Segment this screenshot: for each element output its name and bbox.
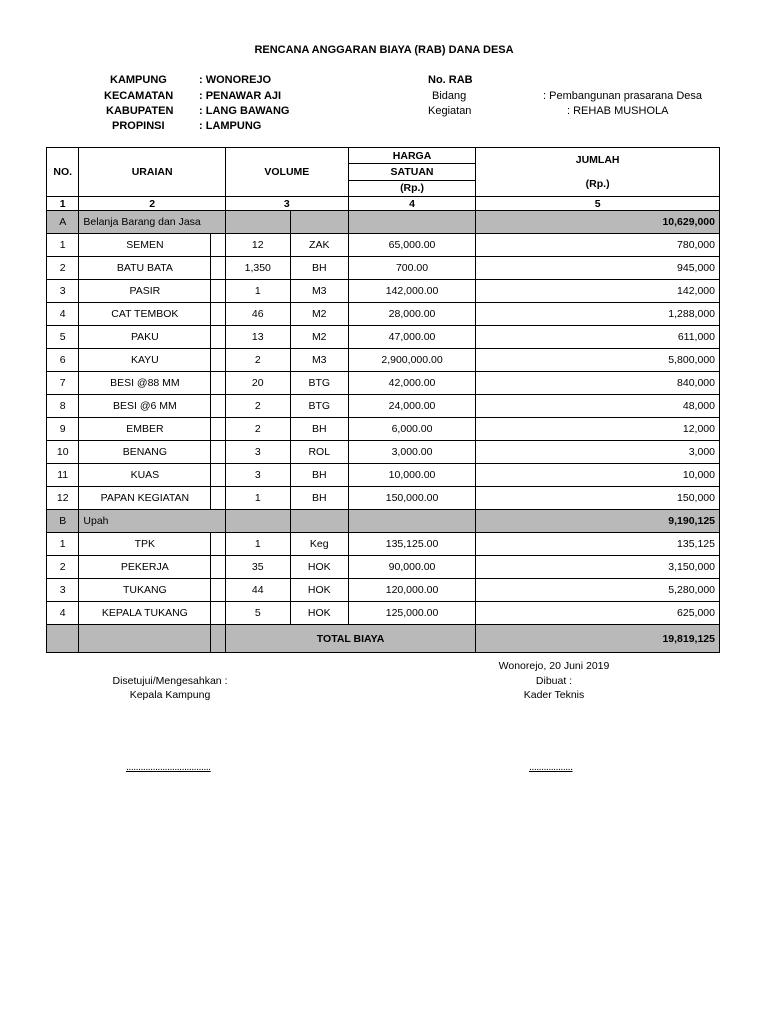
- table-row: [47, 487, 720, 510]
- item-unit-price: 42,000.00: [348, 372, 475, 395]
- propinsi-label: PROPINSI: [112, 120, 165, 132]
- empty-cell: [290, 510, 348, 533]
- item-amount: 48,000: [476, 395, 720, 418]
- item-unit: Keg: [290, 533, 348, 556]
- item-number: 3: [47, 280, 79, 303]
- table-row: [47, 280, 720, 303]
- item-description: BESI @6 MM: [79, 395, 211, 418]
- table-row: [47, 602, 720, 625]
- item-unit: BTG: [290, 372, 348, 395]
- item-unit-price: 28,000.00: [348, 303, 475, 326]
- empty-cell: [79, 625, 211, 653]
- item-description: KAYU: [79, 349, 211, 372]
- empty-cell: [211, 280, 226, 303]
- item-volume: 1,350: [225, 257, 290, 280]
- header-volume: VOLUME: [225, 148, 348, 197]
- item-description: SEMEN: [79, 234, 211, 257]
- item-number: 1: [47, 234, 79, 257]
- empty-cell: [211, 533, 226, 556]
- item-number: 7: [47, 372, 79, 395]
- table-row: [47, 372, 720, 395]
- item-amount: 945,000: [476, 257, 720, 280]
- table-row: [47, 326, 720, 349]
- colnum-3: 3: [225, 197, 348, 211]
- header-uraian: URAIAN: [79, 148, 225, 197]
- column-number-row: [47, 197, 720, 211]
- item-description: PAPAN KEGIATAN: [79, 487, 211, 510]
- item-description: BESI @88 MM: [79, 372, 211, 395]
- item-unit: HOK: [290, 602, 348, 625]
- table-row: [47, 349, 720, 372]
- colnum-1: 1: [47, 197, 79, 211]
- item-unit: M3: [290, 280, 348, 303]
- kecamatan-label: KECAMATAN: [104, 90, 174, 102]
- item-amount: 5,280,000: [476, 579, 720, 602]
- empty-cell: [211, 303, 226, 326]
- section-row: [47, 510, 720, 533]
- table-row: [47, 303, 720, 326]
- total-label: TOTAL BIAYA: [225, 625, 475, 653]
- item-volume: 5: [225, 602, 290, 625]
- section-label: Belanja Barang dan Jasa: [79, 211, 225, 234]
- creator-title: Kader Teknis: [523, 689, 585, 701]
- header-jumlah: [476, 148, 720, 197]
- item-volume: 3: [225, 464, 290, 487]
- rab-table: [46, 147, 720, 653]
- item-description: TUKANG: [79, 579, 211, 602]
- item-amount: 840,000: [476, 372, 720, 395]
- item-unit: HOK: [290, 579, 348, 602]
- empty-cell: [211, 487, 226, 510]
- section-row: [47, 211, 720, 234]
- section-total: 9,190,125: [476, 510, 720, 533]
- colnum-2: 2: [79, 197, 225, 211]
- colnum-5: 5: [476, 197, 720, 211]
- item-unit: BH: [290, 257, 348, 280]
- item-amount: 142,000: [476, 280, 720, 303]
- kecamatan-value: : PENAWAR AJI: [199, 90, 282, 102]
- table-row: [47, 257, 720, 280]
- table-row: [47, 579, 720, 602]
- item-unit-price: 125,000.00: [348, 602, 475, 625]
- item-amount: 12,000: [476, 418, 720, 441]
- section-code: A: [47, 211, 79, 234]
- item-volume: 20: [225, 372, 290, 395]
- item-amount: 150,000: [476, 487, 720, 510]
- place-date: Wonorejo, 20 Juni 2019: [498, 660, 610, 672]
- approver-title: Kepala Kampung: [129, 689, 211, 701]
- item-volume: 12: [225, 234, 290, 257]
- empty-cell: [348, 211, 475, 234]
- empty-cell: [211, 372, 226, 395]
- item-number: 4: [47, 303, 79, 326]
- item-description: BATU BATA: [79, 257, 211, 280]
- header-harga: HARGA: [348, 148, 475, 164]
- item-number: 1: [47, 533, 79, 556]
- item-number: 2: [47, 556, 79, 579]
- item-volume: 3: [225, 441, 290, 464]
- item-unit: ROL: [290, 441, 348, 464]
- item-number: 6: [47, 349, 79, 372]
- header-no: NO.: [47, 148, 79, 197]
- item-number: 3: [47, 579, 79, 602]
- kampung-label: KAMPUNG: [110, 74, 167, 86]
- item-unit-price: 135,125.00: [348, 533, 475, 556]
- item-amount: 10,000: [476, 464, 720, 487]
- item-unit: HOK: [290, 556, 348, 579]
- item-volume: 44: [225, 579, 290, 602]
- item-unit-price: 6,000.00: [348, 418, 475, 441]
- table-row: [47, 418, 720, 441]
- empty-cell: [211, 556, 226, 579]
- item-amount: 3,000: [476, 441, 720, 464]
- item-amount: 625,000: [476, 602, 720, 625]
- bidang-value: : Pembangunan prasarana Desa: [543, 90, 702, 102]
- item-amount: 5,800,000: [476, 349, 720, 372]
- kabupaten-value: : LANG BAWANG: [199, 105, 290, 117]
- empty-cell: [211, 326, 226, 349]
- empty-cell: [47, 625, 79, 653]
- item-description: BENANG: [79, 441, 211, 464]
- item-unit-price: 700.00: [348, 257, 475, 280]
- header-harga-unit: (Rp.): [348, 180, 475, 196]
- empty-cell: [211, 602, 226, 625]
- item-description: PASIR: [79, 280, 211, 303]
- section-code: B: [47, 510, 79, 533]
- item-volume: 13: [225, 326, 290, 349]
- item-amount: 611,000: [476, 326, 720, 349]
- item-volume: 2: [225, 349, 290, 372]
- empty-cell: [211, 579, 226, 602]
- total-row: [47, 625, 720, 653]
- table-row: [47, 464, 720, 487]
- item-description: KUAS: [79, 464, 211, 487]
- item-description: PEKERJA: [79, 556, 211, 579]
- kampung-value: : WONOREJO: [199, 74, 272, 86]
- item-number: 10: [47, 441, 79, 464]
- empty-cell: [211, 625, 226, 653]
- created-by-label: Dibuat :: [535, 675, 573, 687]
- item-number: 12: [47, 487, 79, 510]
- item-number: 5: [47, 326, 79, 349]
- item-description: CAT TEMBOK: [79, 303, 211, 326]
- table-row: [47, 556, 720, 579]
- item-number: 2: [47, 257, 79, 280]
- item-volume: 2: [225, 418, 290, 441]
- header-jumlah-unit: (Rp.): [585, 178, 610, 190]
- header-satuan: SATUAN: [348, 164, 475, 180]
- item-unit: ZAK: [290, 234, 348, 257]
- table-row: [47, 441, 720, 464]
- header-jumlah-label: JUMLAH: [575, 154, 620, 166]
- propinsi-value: : LAMPUNG: [199, 120, 262, 132]
- item-number: 4: [47, 602, 79, 625]
- empty-cell: [211, 349, 226, 372]
- item-unit-price: 47,000.00: [348, 326, 475, 349]
- empty-cell: [211, 395, 226, 418]
- item-unit: M2: [290, 326, 348, 349]
- item-volume: 1: [225, 533, 290, 556]
- empty-cell: [290, 211, 348, 234]
- item-amount: 3,150,000: [476, 556, 720, 579]
- item-unit-price: 65,000.00: [348, 234, 475, 257]
- bidang-label: Bidang: [432, 90, 467, 102]
- section-label: Upah: [79, 510, 225, 533]
- empty-cell: [211, 441, 226, 464]
- item-description: KEPALA TUKANG: [79, 602, 211, 625]
- item-number: 11: [47, 464, 79, 487]
- table-row: [47, 533, 720, 556]
- creator-signature-line: ..................: [529, 761, 573, 773]
- item-unit: BH: [290, 464, 348, 487]
- empty-cell: [348, 510, 475, 533]
- item-volume: 35: [225, 556, 290, 579]
- item-volume: 2: [225, 395, 290, 418]
- item-description: EMBER: [79, 418, 211, 441]
- item-amount: 135,125: [476, 533, 720, 556]
- approver-signature-line: ...................................: [126, 761, 211, 773]
- empty-cell: [211, 418, 226, 441]
- item-number: 9: [47, 418, 79, 441]
- item-unit: BH: [290, 487, 348, 510]
- item-number: 8: [47, 395, 79, 418]
- section-total: 10,629,000: [476, 211, 720, 234]
- item-unit: BTG: [290, 395, 348, 418]
- item-unit: M2: [290, 303, 348, 326]
- approval-label: Disetujui/Mengesahkan :: [112, 675, 228, 687]
- empty-cell: [225, 211, 290, 234]
- item-unit-price: 150,000.00: [348, 487, 475, 510]
- item-description: PAKU: [79, 326, 211, 349]
- colnum-4: 4: [348, 197, 475, 211]
- document-title: RENCANA ANGGARAN BIAYA (RAB) DANA DESA: [254, 44, 514, 56]
- item-unit-price: 90,000.00: [348, 556, 475, 579]
- item-amount: 1,288,000: [476, 303, 720, 326]
- empty-cell: [211, 257, 226, 280]
- kegiatan-label: Kegiatan: [428, 105, 472, 117]
- item-unit-price: 10,000.00: [348, 464, 475, 487]
- item-unit-price: 2,900,000.00: [348, 349, 475, 372]
- empty-cell: [211, 464, 226, 487]
- item-volume: 46: [225, 303, 290, 326]
- item-unit-price: 120,000.00: [348, 579, 475, 602]
- norab-label: No. RAB: [428, 74, 473, 86]
- item-unit-price: 3,000.00: [348, 441, 475, 464]
- empty-cell: [225, 510, 290, 533]
- kegiatan-value: : REHAB MUSHOLA: [567, 105, 669, 117]
- empty-cell: [211, 234, 226, 257]
- table-row: [47, 395, 720, 418]
- item-description: TPK: [79, 533, 211, 556]
- item-unit: M3: [290, 349, 348, 372]
- table-row: [47, 234, 720, 257]
- kabupaten-label: KABUPATEN: [106, 105, 174, 117]
- total-value: 19,819,125: [476, 625, 720, 653]
- item-amount: 780,000: [476, 234, 720, 257]
- item-volume: 1: [225, 280, 290, 303]
- item-unit: BH: [290, 418, 348, 441]
- item-unit-price: 24,000.00: [348, 395, 475, 418]
- item-volume: 1: [225, 487, 290, 510]
- item-unit-price: 142,000.00: [348, 280, 475, 303]
